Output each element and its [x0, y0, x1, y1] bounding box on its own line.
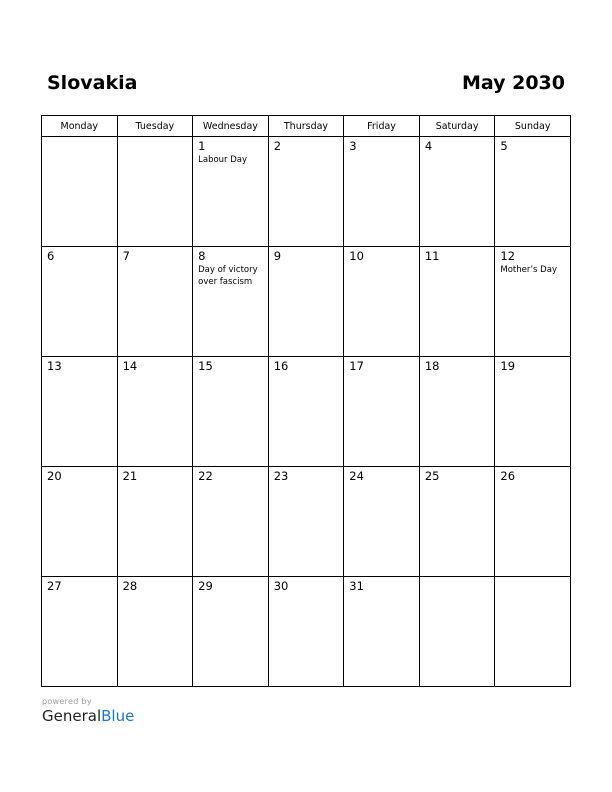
day-cell [419, 247, 495, 357]
day-number: 2 [273, 139, 282, 153]
day-cell [193, 357, 269, 467]
calendar-grid [41, 115, 571, 687]
week-row [42, 577, 571, 687]
weekday-header: Tuesday [117, 116, 193, 137]
day-cell [42, 357, 118, 467]
country-title: Slovakia [47, 72, 138, 94]
day-cell [42, 577, 118, 687]
weekday-header: Monday [42, 116, 118, 137]
day-number: 10 [349, 249, 364, 263]
holiday-label: Day of victory over fascism [198, 265, 258, 287]
day-cell [344, 247, 420, 357]
day-number: 29 [198, 579, 213, 593]
day-cell [117, 577, 193, 687]
day-number: 9 [273, 249, 282, 263]
brand-logo [42, 707, 134, 725]
weekday-header: Friday [344, 116, 420, 137]
weekday-header: Saturday [419, 116, 495, 137]
footer-branding [42, 697, 134, 725]
week-row [42, 137, 571, 247]
day-number: 3 [349, 139, 357, 153]
day-cell [268, 137, 344, 247]
month-year-title: May 2030 [461, 72, 565, 94]
day-cell [344, 137, 420, 247]
day-number: 17 [349, 359, 364, 373]
day-cell [42, 467, 118, 577]
day-cell [117, 467, 193, 577]
day-number: 19 [500, 359, 516, 373]
day-cell [344, 357, 420, 467]
day-number: 12 [500, 249, 516, 263]
weekday-header-row [42, 116, 571, 137]
calendar-body [42, 137, 571, 687]
day-cell [117, 247, 193, 357]
day-number: 6 [47, 249, 55, 263]
day-number: 28 [122, 579, 138, 593]
powered-by-text: powered by [42, 697, 92, 706]
week-row [42, 247, 571, 357]
day-cell [268, 357, 344, 467]
brand-blue-text: Blue [101, 707, 135, 725]
day-cell [495, 577, 571, 687]
day-cell [495, 357, 571, 467]
day-cell [495, 247, 571, 357]
day-number: 26 [500, 469, 516, 483]
day-cell [117, 137, 193, 247]
day-cell [193, 577, 269, 687]
day-cell [419, 137, 495, 247]
day-number: 18 [424, 359, 440, 373]
day-number: 25 [424, 469, 440, 483]
day-number: 23 [273, 469, 289, 483]
day-number: 11 [424, 249, 440, 263]
day-number: 14 [122, 359, 138, 373]
day-cell [268, 577, 344, 687]
day-number: 16 [273, 359, 289, 373]
day-number: 21 [122, 469, 138, 483]
day-number: 1 [198, 139, 206, 153]
weekday-header: Wednesday [193, 116, 269, 137]
day-number: 20 [47, 469, 62, 483]
day-cell [117, 357, 193, 467]
day-cell [42, 247, 118, 357]
week-row [42, 357, 571, 467]
day-number: 31 [349, 579, 364, 593]
day-number: 24 [349, 469, 364, 483]
day-number: 8 [198, 249, 206, 263]
day-cell [495, 467, 571, 577]
weekday-header: Thursday [268, 116, 344, 137]
day-cell [495, 137, 571, 247]
day-number: 22 [198, 469, 213, 483]
day-number: 4 [424, 139, 433, 153]
day-cell [419, 467, 495, 577]
day-cell [268, 467, 344, 577]
day-cell [344, 577, 420, 687]
day-cell [419, 577, 495, 687]
week-row [42, 467, 571, 577]
day-cell [193, 467, 269, 577]
day-cell [268, 247, 344, 357]
day-number: 15 [198, 359, 213, 373]
day-number: 30 [273, 579, 289, 593]
day-cell [419, 357, 495, 467]
brand-general-text: General [42, 707, 102, 725]
day-cell [193, 247, 269, 357]
weekday-header: Sunday [495, 116, 571, 137]
day-number: 7 [122, 249, 130, 263]
day-cell [42, 137, 118, 247]
day-cell [344, 467, 420, 577]
day-number: 27 [47, 579, 62, 593]
day-number: 13 [47, 359, 62, 373]
holiday-label: Labour Day [198, 155, 248, 165]
day-number: 5 [500, 139, 508, 153]
day-cell [193, 137, 269, 247]
holiday-label: Mother’s Day [500, 265, 557, 275]
